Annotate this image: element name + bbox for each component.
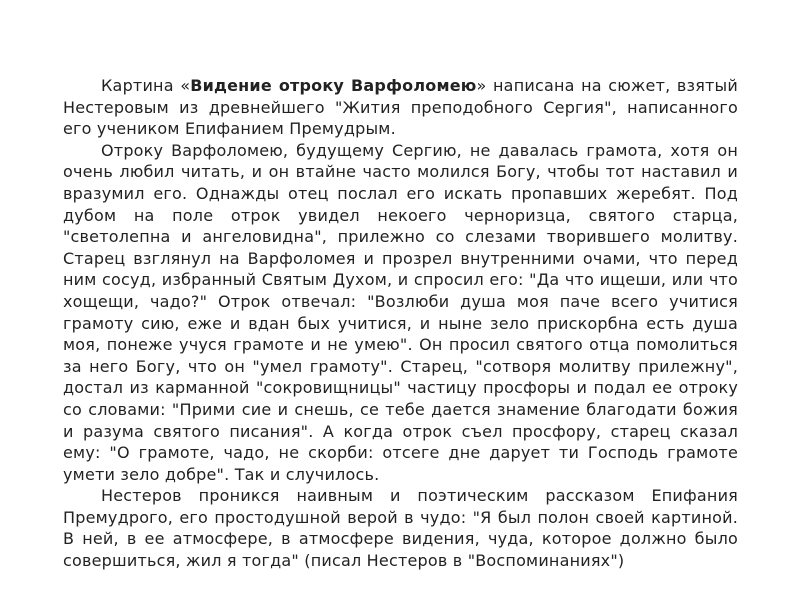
paragraph-1 [63,75,738,140]
paragraph-2: Отроку Варфоломею, будущему Сергию, не давалась грамота, хотя он очень любил читать, и он втайне часто молился Богу, чтобы тот наставил и вразумил его. Однажды отец послал его искать пропавших жеребят. Под дубом на поле отрок увидел некоего черноризца, святого старца, "светолепна и ангеловидна", прилежно со слезами творившего молитву. Старец взглянул на Варфоломея и прозрел внутренними очами, что перед ним сосуд, избранный Святым Духом, и спросил его: "Да что ищеши, или что хощещи, чадо?" Отрок отвечал: "Возлюби душа моя паче всего учитися грамоту сию, еже и вдан бых учитися, и ныне зело прискорбна есть душа моя, понеже учуся грамоте и не умею". Он просил святого отца помолиться за него Богу, что он "умел грамоту". Старец, "сотворя молитву прилежну", достал из карманной "сокровищницы" частицу просфоры и подал ее отроку со словами: "Прими сие и снешь, се тебе дается знамение благодати божия и разума святого писания". А когда отрок съел просфору, старец сказал ему: "О грамоте, чадо, не скорби: отсеге дне дарует ти Господь грамоте умети зело добре". Так и случилось. [63,140,738,484]
paragraph-1-prefix: Картина « [101,76,191,95]
painting-title: Видение отроку Варфоломею [190,76,477,95]
document-text [63,75,738,572]
paragraph-1-suffix: » написана на сюжет, взятый Нестеровым из древнейшего "Жития преподобного Сергия", написанного его учеником Епифанием Премудрым. [63,76,738,139]
paragraph-3: Нестеров проникся наивным и поэтическим рассказом Епифания Премудрого, его простодушной верой в чудо: "Я был полон своей картиной. В ней, в ее атмосфере, в атмосфере видения, чуда, которое должно было совершиться, жил я тогда" (писал Нестеров в "Воспоминаниях") [63,486,738,571]
